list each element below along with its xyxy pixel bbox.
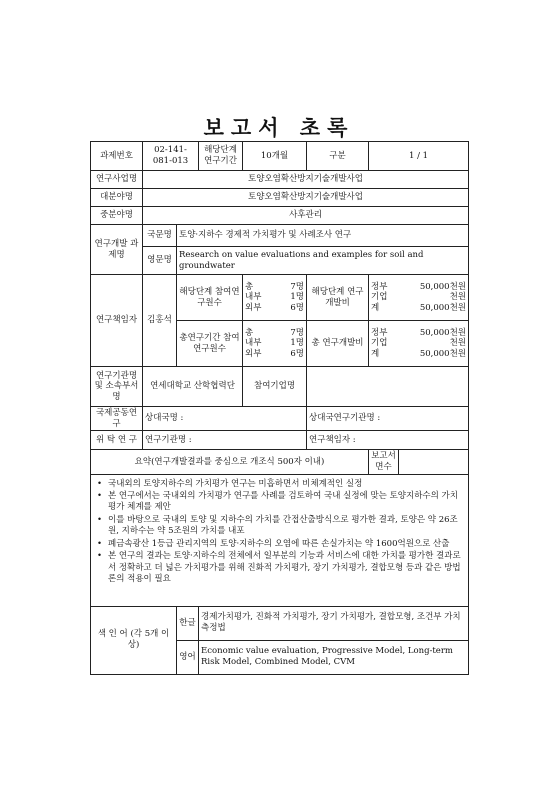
partner-label: 참여기업명 — [243, 367, 307, 407]
partner-value — [307, 367, 469, 407]
stage-cost-company: 기업 천원 — [371, 292, 467, 303]
program-label: 연구사업명 — [91, 171, 143, 189]
stage-cost-sum: 계 50,000천원 — [371, 302, 467, 313]
pi-label: 연구책임자 — [91, 275, 143, 367]
total-researchers-label: 총연구기간 참여연구원수 — [177, 321, 243, 367]
report-pages-value — [399, 450, 469, 474]
stage-researchers-external: 외부 6명 — [245, 302, 305, 313]
stage-cost-cell — [369, 275, 469, 321]
total-researchers-internal: 내부 1명 — [245, 338, 305, 349]
report-pages-label: 보고서 면수 — [369, 450, 399, 474]
consign-row — [91, 431, 469, 450]
total-cost-gov: 정부 50,000천원 — [371, 327, 467, 338]
total-cost-sum: 계 50,000천원 — [371, 348, 467, 359]
stage-cost-gov: 정부 50,000천원 — [371, 281, 467, 292]
middle-value: 사후관리 — [143, 207, 469, 225]
major-row — [91, 189, 469, 207]
institution-value: 연세대학교 산학협력단 — [143, 367, 243, 407]
total-researchers-cell — [243, 321, 307, 367]
stage-cost-label: 해당단계 연구개발비 — [307, 275, 369, 321]
total-cost-company: 기업 천원 — [371, 338, 467, 349]
keywords-eng-value: Economic value evaluation, Progressive Model, Long-term Risk Model, Combined Model, CVM — [199, 640, 469, 674]
task-no-value: 02-141-081-013 — [143, 142, 199, 171]
total-researchers-external: 외부 6명 — [245, 348, 305, 359]
summary-header-row — [91, 450, 469, 474]
stage-researchers-internal: 내부 1명 — [245, 292, 305, 303]
project-label: 연구개발 과제명 — [91, 225, 143, 275]
consign-institution: 연구기관명 : — [143, 431, 307, 450]
keywords-label: 색 인 어 (각 5개 이상) — [91, 606, 177, 674]
stage-researchers-label: 해당단계 참여연구원수 — [177, 275, 243, 321]
summary-item: • 본 연구에서는 국내외의 가치평가 연구를 사례를 검토하여 국내 실정에 맞는 토양지하수의 가치평가 체계를 제안 — [108, 491, 462, 514]
summary-header: 요약(연구개발결과를 중심으로 개조식 500자 이내) — [91, 450, 369, 474]
project-eng-value: Research on value evaluations and examples for soil and groundwater — [177, 247, 469, 275]
section-value: 1 / 1 — [369, 142, 469, 171]
summary-list — [93, 476, 466, 589]
major-value: 토양오염확산방지기술개발사업 — [143, 189, 469, 207]
total-researchers-total: 총 7명 — [245, 327, 305, 338]
middle-row — [91, 207, 469, 225]
consign-person: 연구책임자 : — [307, 431, 469, 450]
summary-body-row — [91, 474, 469, 606]
period-label: 해당단계 연구기간 — [199, 142, 243, 171]
task-no-label: 과제번호 — [91, 142, 143, 171]
total-cost-label: 총 연구개발비 — [307, 321, 369, 367]
summary-item: • 국내외의 토양지하수의 가치평가 연구는 미흡하면서 비체계적인 실정 — [108, 479, 462, 490]
summary-item: • 이를 바탕으로 국내의 토양 및 지하수의 가치를 간접산출방식으로 평가한 결과, 토양은 약 26조원, 지하수는 약 5조원의 가치를 내포 — [108, 515, 462, 538]
intl-institution: 상대국연구기관명 : — [307, 407, 469, 431]
keywords-kor-label: 한글 — [177, 606, 199, 640]
program-row — [91, 171, 469, 189]
total-cost-cell — [369, 321, 469, 367]
project-eng-label: 영문명 — [143, 247, 177, 275]
keywords-kor-value: 경제가치평가, 진화적 가치평가, 장기 가치평가, 결합모형, 조건부 가치 측정법 — [199, 606, 469, 640]
page-title: 보고서 초록 — [203, 115, 355, 140]
intl-label: 국제공동연구 — [91, 407, 143, 431]
keywords-eng-label: 영어 — [177, 640, 199, 674]
pi-stage-row — [91, 275, 469, 321]
institution-label: 연구기관명 및 소속부서명 — [91, 367, 143, 407]
major-label: 대분야명 — [91, 189, 143, 207]
project-eng-row — [91, 247, 469, 275]
pi-name: 김홍석 — [143, 275, 177, 367]
stage-researchers-cell — [243, 275, 307, 321]
project-kor-value: 토양·지하수 경제적 가치평가 및 사례조사 연구 — [177, 225, 469, 247]
abstract-form-table — [90, 141, 469, 675]
stage-researchers-total: 총 7명 — [245, 281, 305, 292]
project-kor-row — [91, 225, 469, 247]
summary-body — [91, 474, 469, 606]
institution-row — [91, 367, 469, 407]
summary-item: • 폐금속광산 1등급 관리지역의 토양·지하수의 오염에 따른 손실가치는 약 1600억원으로 산출 — [108, 539, 462, 550]
consign-label: 위 탁 연 구 — [91, 431, 143, 450]
program-value: 토양오염확산방지기술개발사업 — [143, 171, 469, 189]
middle-label: 중분야명 — [91, 207, 143, 225]
project-kor-label: 국문명 — [143, 225, 177, 247]
intl-country: 상대국명 : — [143, 407, 307, 431]
keywords-kor-row — [91, 606, 469, 640]
section-label: 구분 — [307, 142, 369, 171]
intl-row — [91, 407, 469, 431]
header-row — [91, 142, 469, 171]
summary-item: • 본 연구의 결과는 토양·지하수의 전체에서 일부분의 기능과 서비스에 대한 가치를 평가한 결과로서 정확하고 더 넓은 가치평가를 위해 진화적 가치평가, 장기 가치평가, 결합모형 등과 같은 방법론의 적용이 필요 — [108, 551, 462, 585]
period-value: 10개월 — [243, 142, 307, 171]
